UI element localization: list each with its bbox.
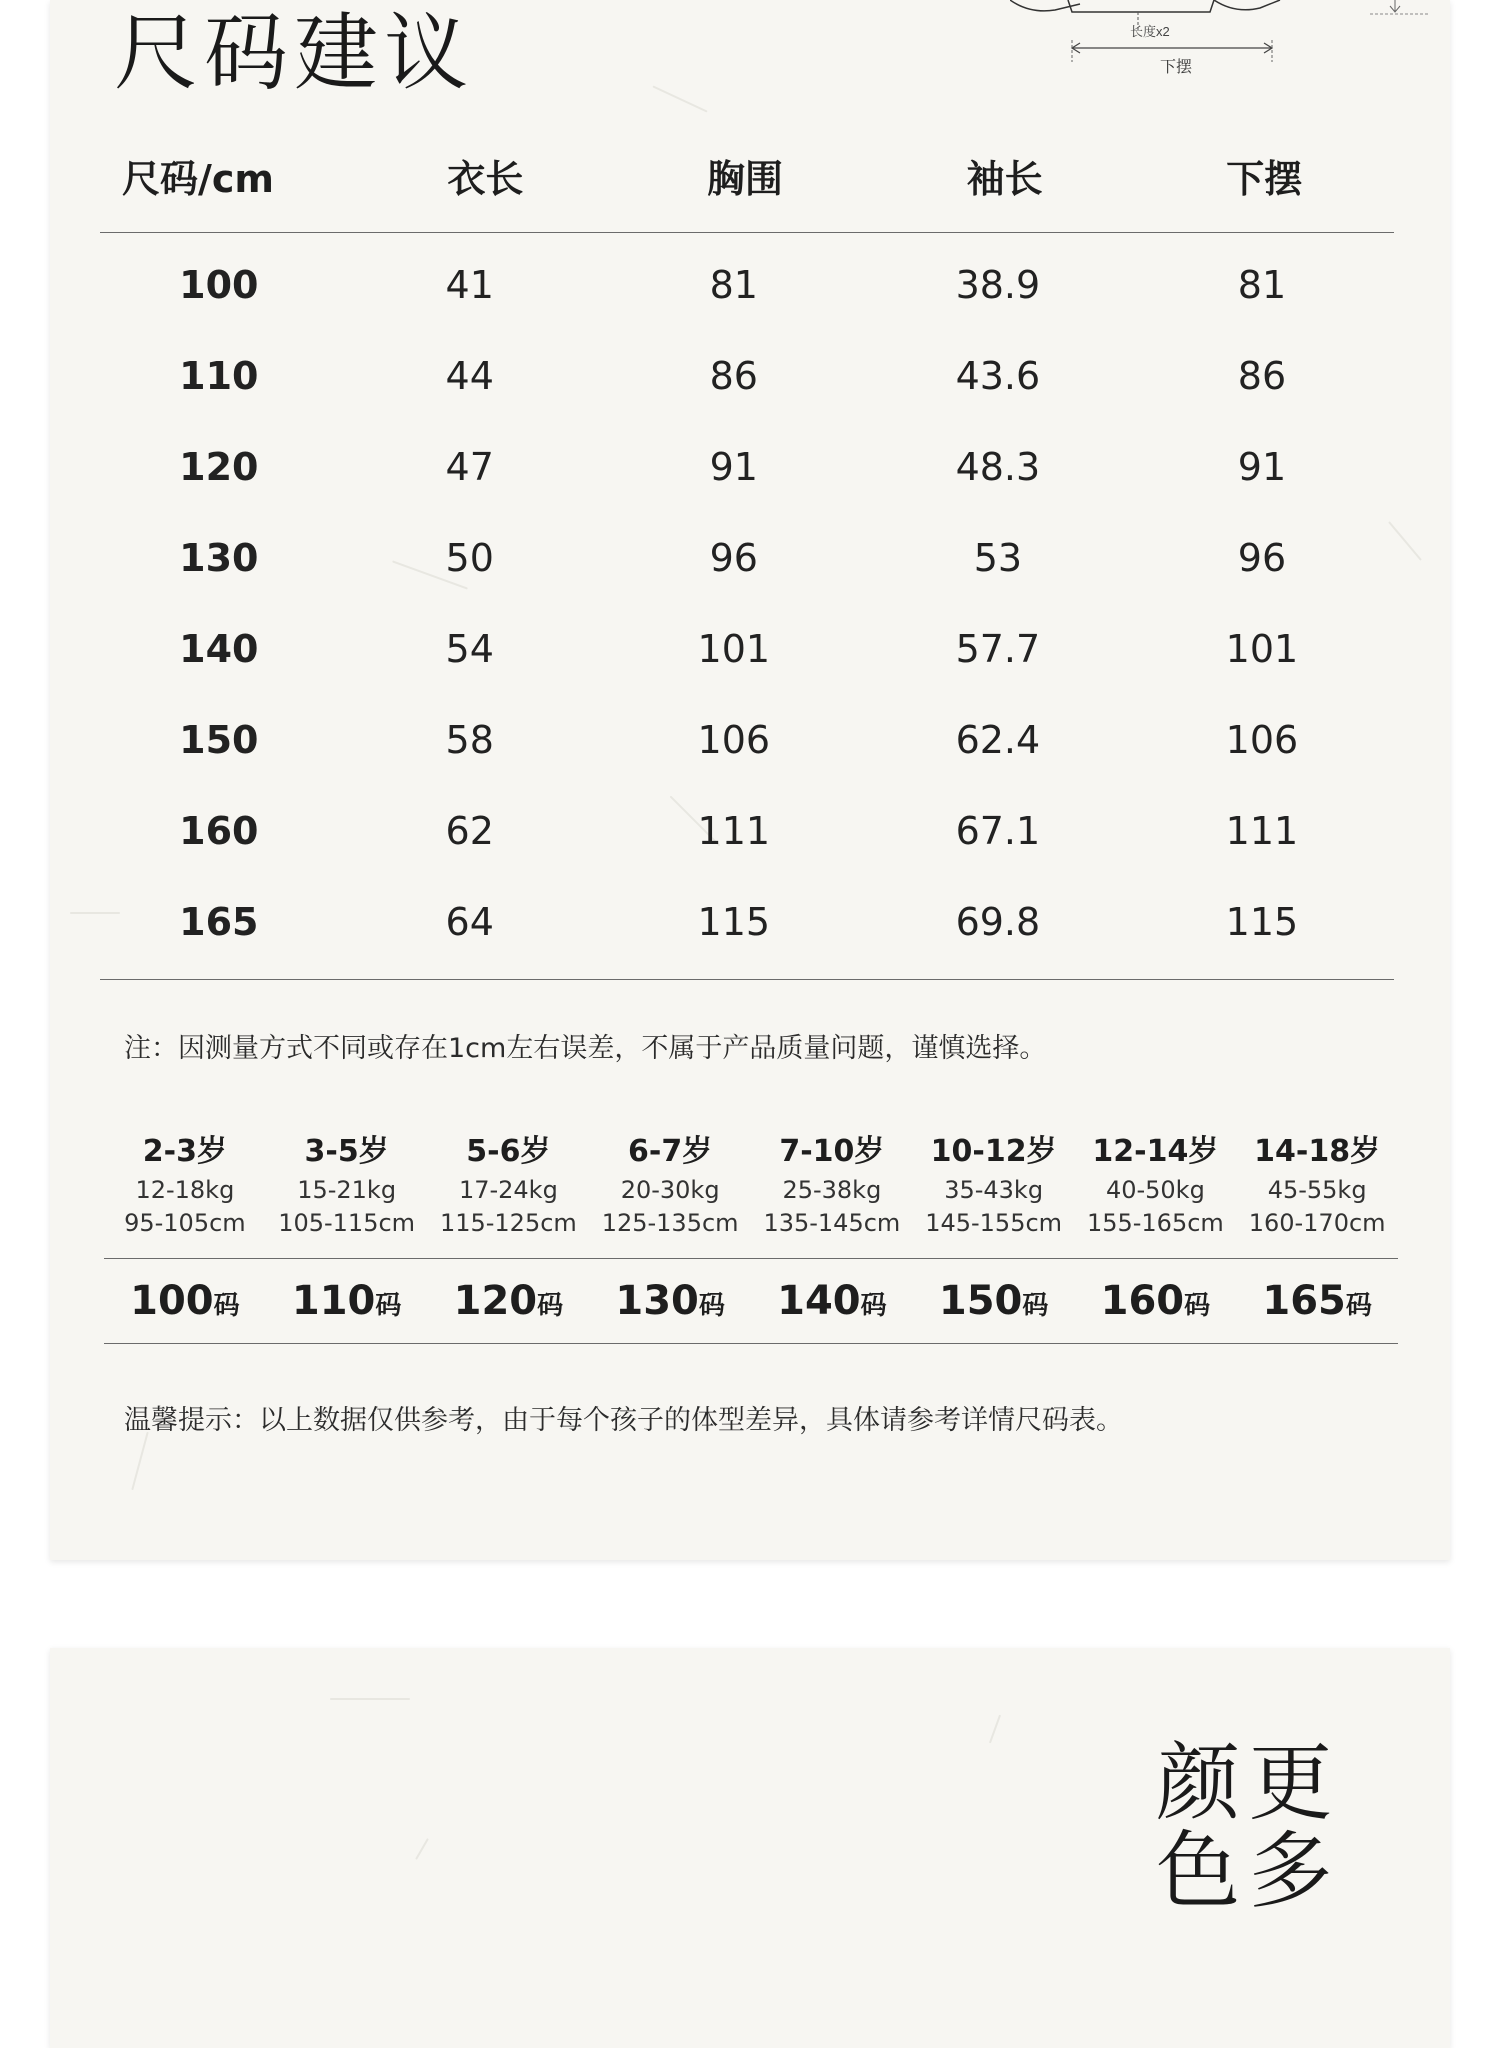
size-unit: 码 bbox=[1184, 1291, 1211, 1321]
recommended-size bbox=[428, 1278, 590, 1324]
size-unit: 码 bbox=[1022, 1291, 1049, 1321]
paper-texture bbox=[652, 85, 707, 112]
height-range: 145-155cm bbox=[925, 1209, 1063, 1237]
size-guide-card bbox=[50, 0, 1450, 1560]
age-range: 12-14岁 bbox=[1092, 1134, 1219, 1169]
size-cell: 165 bbox=[179, 899, 259, 944]
recommended-size-row bbox=[104, 1259, 1398, 1343]
age-range: 7-10岁 bbox=[779, 1134, 885, 1169]
height-range: 155-165cm bbox=[1086, 1209, 1224, 1237]
table-row bbox=[100, 330, 1394, 421]
column-header-hem: 下摆 bbox=[1226, 156, 1303, 201]
hem-cell: 115 bbox=[1225, 899, 1299, 944]
reference-tip: 温馨提示：以上数据仅供参考，由于每个孩子的体型差异，具体请参考详情尺码表。 bbox=[124, 1405, 1123, 1436]
more-colors-title: 更多颜色 bbox=[1142, 1738, 1333, 1914]
size-cell: 100 bbox=[179, 262, 259, 307]
sleeve-cell: 38.9 bbox=[955, 262, 1041, 307]
weight-range: 25-38kg bbox=[782, 1176, 882, 1204]
table-row bbox=[100, 512, 1394, 603]
sleeve-cell: 48.3 bbox=[955, 444, 1041, 489]
length-cell: 50 bbox=[445, 535, 494, 580]
recommended-size bbox=[266, 1278, 428, 1324]
size-number: 100 bbox=[130, 1278, 214, 1324]
sleeve-cell: 67.1 bbox=[955, 808, 1041, 853]
size-number: 130 bbox=[615, 1278, 699, 1324]
height-range: 135-145cm bbox=[763, 1209, 901, 1237]
column-header-size: 尺码/cm bbox=[122, 156, 275, 201]
column-header-sleeve: 袖长 bbox=[966, 156, 1043, 201]
length-cell: 54 bbox=[445, 626, 494, 671]
hem-cell: 106 bbox=[1225, 717, 1299, 762]
recommended-size bbox=[751, 1278, 913, 1324]
garment-measure-diagram bbox=[1010, 0, 1430, 90]
paper-texture bbox=[131, 1432, 148, 1490]
height-range: 105-115cm bbox=[278, 1209, 416, 1237]
table-row bbox=[100, 421, 1394, 512]
hem-label: 下摆 bbox=[1160, 59, 1193, 76]
page-title: 尺码建议 bbox=[114, 4, 475, 102]
age-column bbox=[913, 1130, 1075, 1240]
hem-cell: 111 bbox=[1225, 808, 1299, 853]
size-number: 110 bbox=[291, 1278, 376, 1324]
weight-range: 17-24kg bbox=[458, 1176, 558, 1204]
age-size-guide bbox=[104, 1130, 1398, 1344]
weight-range: 45-55kg bbox=[1267, 1176, 1367, 1204]
size-cell: 140 bbox=[179, 626, 259, 671]
sleeve-cell: 57.7 bbox=[955, 626, 1041, 671]
hem-cell: 101 bbox=[1225, 626, 1299, 671]
size-number: 160 bbox=[1100, 1278, 1185, 1324]
table-row bbox=[100, 239, 1394, 330]
size-table bbox=[100, 118, 1394, 980]
size-number: 140 bbox=[777, 1278, 861, 1324]
height-range: 115-125cm bbox=[439, 1209, 577, 1237]
size-number: 150 bbox=[938, 1278, 1023, 1324]
height-range: 160-170cm bbox=[1248, 1209, 1386, 1237]
table-row bbox=[100, 876, 1394, 967]
table-row bbox=[100, 603, 1394, 694]
table-row bbox=[100, 785, 1394, 876]
size-cell: 160 bbox=[179, 808, 259, 853]
sleeve-cell: 62.4 bbox=[955, 717, 1041, 762]
hem-cell: 86 bbox=[1237, 353, 1287, 398]
weight-range: 35-43kg bbox=[944, 1176, 1044, 1204]
length-cell: 41 bbox=[445, 262, 494, 307]
chest-cell: 115 bbox=[697, 899, 771, 944]
age-info-row bbox=[104, 1130, 1398, 1240]
age-range: 10-12岁 bbox=[930, 1134, 1057, 1169]
age-range: 3-5岁 bbox=[304, 1134, 389, 1169]
size-unit: 码 bbox=[1345, 1291, 1372, 1321]
recommended-size bbox=[104, 1278, 266, 1324]
age-column bbox=[428, 1130, 590, 1240]
hem-cell: 91 bbox=[1237, 444, 1287, 489]
column-header-length: 衣长 bbox=[447, 156, 524, 201]
weight-range: 12-18kg bbox=[135, 1176, 235, 1204]
weight-range: 40-50kg bbox=[1105, 1176, 1205, 1204]
paper-texture bbox=[989, 1715, 1001, 1744]
age-column bbox=[1075, 1130, 1237, 1240]
age-column bbox=[751, 1130, 913, 1240]
table-bottom-divider bbox=[100, 979, 1394, 980]
size-note: 注：因测量方式不同或存在1cm左右误差，不属于产品质量问题，谨慎选择。 bbox=[124, 1033, 1047, 1064]
chest-cell: 111 bbox=[697, 808, 771, 853]
chest-cell: 96 bbox=[709, 535, 758, 580]
hem-cell: 81 bbox=[1237, 262, 1287, 307]
chest-cell: 106 bbox=[697, 717, 771, 762]
weight-range: 15-21kg bbox=[297, 1176, 397, 1204]
recommended-size bbox=[1236, 1278, 1398, 1324]
size-cell: 110 bbox=[179, 353, 259, 398]
recommended-size bbox=[913, 1278, 1075, 1324]
sleeve-cell: 53 bbox=[973, 535, 1023, 580]
age-range: 6-7岁 bbox=[628, 1134, 713, 1169]
weight-range: 20-30kg bbox=[620, 1176, 720, 1204]
paper-texture bbox=[415, 1838, 429, 1860]
length-cell: 64 bbox=[445, 899, 494, 944]
size-number: 120 bbox=[453, 1278, 538, 1324]
chest-cell: 91 bbox=[709, 444, 758, 489]
length-label: 长度x2 bbox=[1130, 24, 1170, 39]
age-range: 2-3岁 bbox=[142, 1134, 227, 1169]
size-unit: 码 bbox=[860, 1291, 887, 1321]
chest-cell: 86 bbox=[709, 353, 758, 398]
age-column bbox=[266, 1130, 428, 1240]
chest-cell: 101 bbox=[697, 626, 771, 671]
age-range: 14-18岁 bbox=[1254, 1134, 1381, 1169]
age-range: 5-6岁 bbox=[466, 1134, 551, 1169]
table-row bbox=[100, 694, 1394, 785]
height-range: 95-105cm bbox=[124, 1209, 246, 1237]
sleeve-cell: 69.8 bbox=[955, 899, 1041, 944]
size-cell: 150 bbox=[179, 717, 259, 762]
length-cell: 58 bbox=[445, 717, 494, 762]
size-table-header bbox=[100, 118, 1394, 232]
length-cell: 44 bbox=[445, 353, 494, 398]
age-column bbox=[104, 1130, 266, 1240]
paper-texture bbox=[330, 1698, 410, 1700]
size-unit: 码 bbox=[213, 1291, 240, 1321]
column-header-chest: 胸围 bbox=[707, 156, 784, 201]
size-unit: 码 bbox=[698, 1291, 725, 1321]
age-column bbox=[1236, 1130, 1398, 1240]
length-cell: 47 bbox=[445, 444, 494, 489]
length-cell: 62 bbox=[445, 808, 494, 853]
height-range: 125-135cm bbox=[601, 1209, 739, 1237]
sleeve-cell: 43.6 bbox=[955, 353, 1041, 398]
hem-cell: 96 bbox=[1237, 535, 1287, 580]
age-guide-bottom-divider bbox=[104, 1343, 1398, 1344]
size-unit: 码 bbox=[537, 1291, 564, 1321]
size-number: 165 bbox=[1262, 1278, 1346, 1324]
size-unit: 码 bbox=[375, 1291, 402, 1321]
chest-cell: 81 bbox=[709, 262, 758, 307]
recommended-size bbox=[589, 1278, 751, 1324]
size-cell: 130 bbox=[179, 535, 259, 580]
recommended-size bbox=[1075, 1278, 1237, 1324]
age-column bbox=[589, 1130, 751, 1240]
size-cell: 120 bbox=[179, 444, 259, 489]
